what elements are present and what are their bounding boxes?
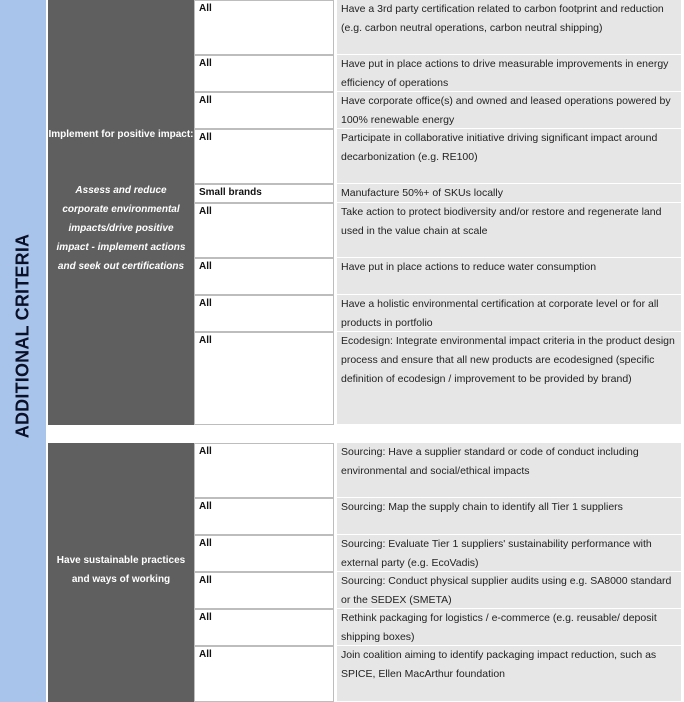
criteria-block-impact xyxy=(48,0,684,425)
category-subheading: Assess and reduce corporate environmental impacts/drive positive impact - implement actions and seek out certifications xyxy=(56,185,186,272)
criterion-cell: Sourcing: Have a supplier standard or code of conduct including environmental and social/ethical impacts xyxy=(337,443,681,498)
criterion-cell: Rethink packaging for logistics / e-commerce (e.g. reusable/ deposit shipping boxes) xyxy=(337,609,681,646)
applies-to-cell: All xyxy=(194,609,334,646)
applies-to-cell: All xyxy=(194,646,334,702)
criterion-cell: Manufacture 50%+ of SKUs locally xyxy=(337,184,681,203)
sidebar-band xyxy=(0,0,46,702)
applies-to-cell: All xyxy=(194,55,334,92)
applies-to-cell: All xyxy=(194,332,334,425)
criterion-cell: Sourcing: Conduct physical supplier audits using e.g. SA8000 standard or the SEDEX (SMETA) xyxy=(337,572,681,609)
criteria-block-practices xyxy=(48,443,684,702)
applies-to-cell: All xyxy=(194,443,334,498)
criterion-cell: Participate in collaborative initiative driving significant impact around decarbonization (e.g. RE100) xyxy=(337,129,681,184)
criterion-cell: Join coalition aiming to identify packaging impact reduction, such as SPICE, Ellen MacArthur foundation xyxy=(337,646,681,702)
criterion-cell: Sourcing: Map the supply chain to identify all Tier 1 suppliers xyxy=(337,498,681,535)
section-title: ADDITIONAL CRITERIA xyxy=(12,233,33,439)
applies-to-cell: All xyxy=(194,295,334,332)
criterion-cell: Have put in place actions to reduce water consumption xyxy=(337,258,681,295)
category-heading: Implement for positive impact: xyxy=(48,129,194,140)
applies-to-cell: All xyxy=(194,572,334,609)
criterion-cell: Have a holistic environmental certification at corporate level or for all products in portfolio xyxy=(337,295,681,332)
criterion-cell: Have a 3rd party certification related to carbon footprint and reduction (e.g. carbon neutral operations, carbon neutral shipping) xyxy=(337,0,681,55)
criterion-cell: Ecodesign: Integrate environmental impact criteria in the product design process and ensure that all new products are ecodesigned (specific definition of ecodesign / improvement to be provided by brand) xyxy=(337,332,681,425)
category-heading: Have sustainable practices and ways of working xyxy=(56,555,186,585)
applies-to-cell: All xyxy=(194,0,334,55)
criterion-cell: Sourcing: Evaluate Tier 1 suppliers' sustainability performance with external party (e.g. EcoVadis) xyxy=(337,535,681,572)
applies-to-cell: All xyxy=(194,498,334,535)
applies-to-cell: All xyxy=(194,535,334,572)
applies-to-cell: All xyxy=(194,129,334,184)
applies-to-cell: Small brands xyxy=(194,184,334,203)
criterion-cell: Have put in place actions to drive measurable improvements in energy efficiency of operations xyxy=(337,55,681,92)
criterion-cell: Take action to protect biodiversity and/or restore and regenerate land used in the value chain at scale xyxy=(337,203,681,258)
criterion-cell: Have corporate office(s) and owned and leased operations powered by 100% renewable energy xyxy=(337,92,681,129)
applies-to-cell: All xyxy=(194,258,334,295)
applies-to-cell: All xyxy=(194,203,334,258)
applies-to-cell: All xyxy=(194,92,334,129)
